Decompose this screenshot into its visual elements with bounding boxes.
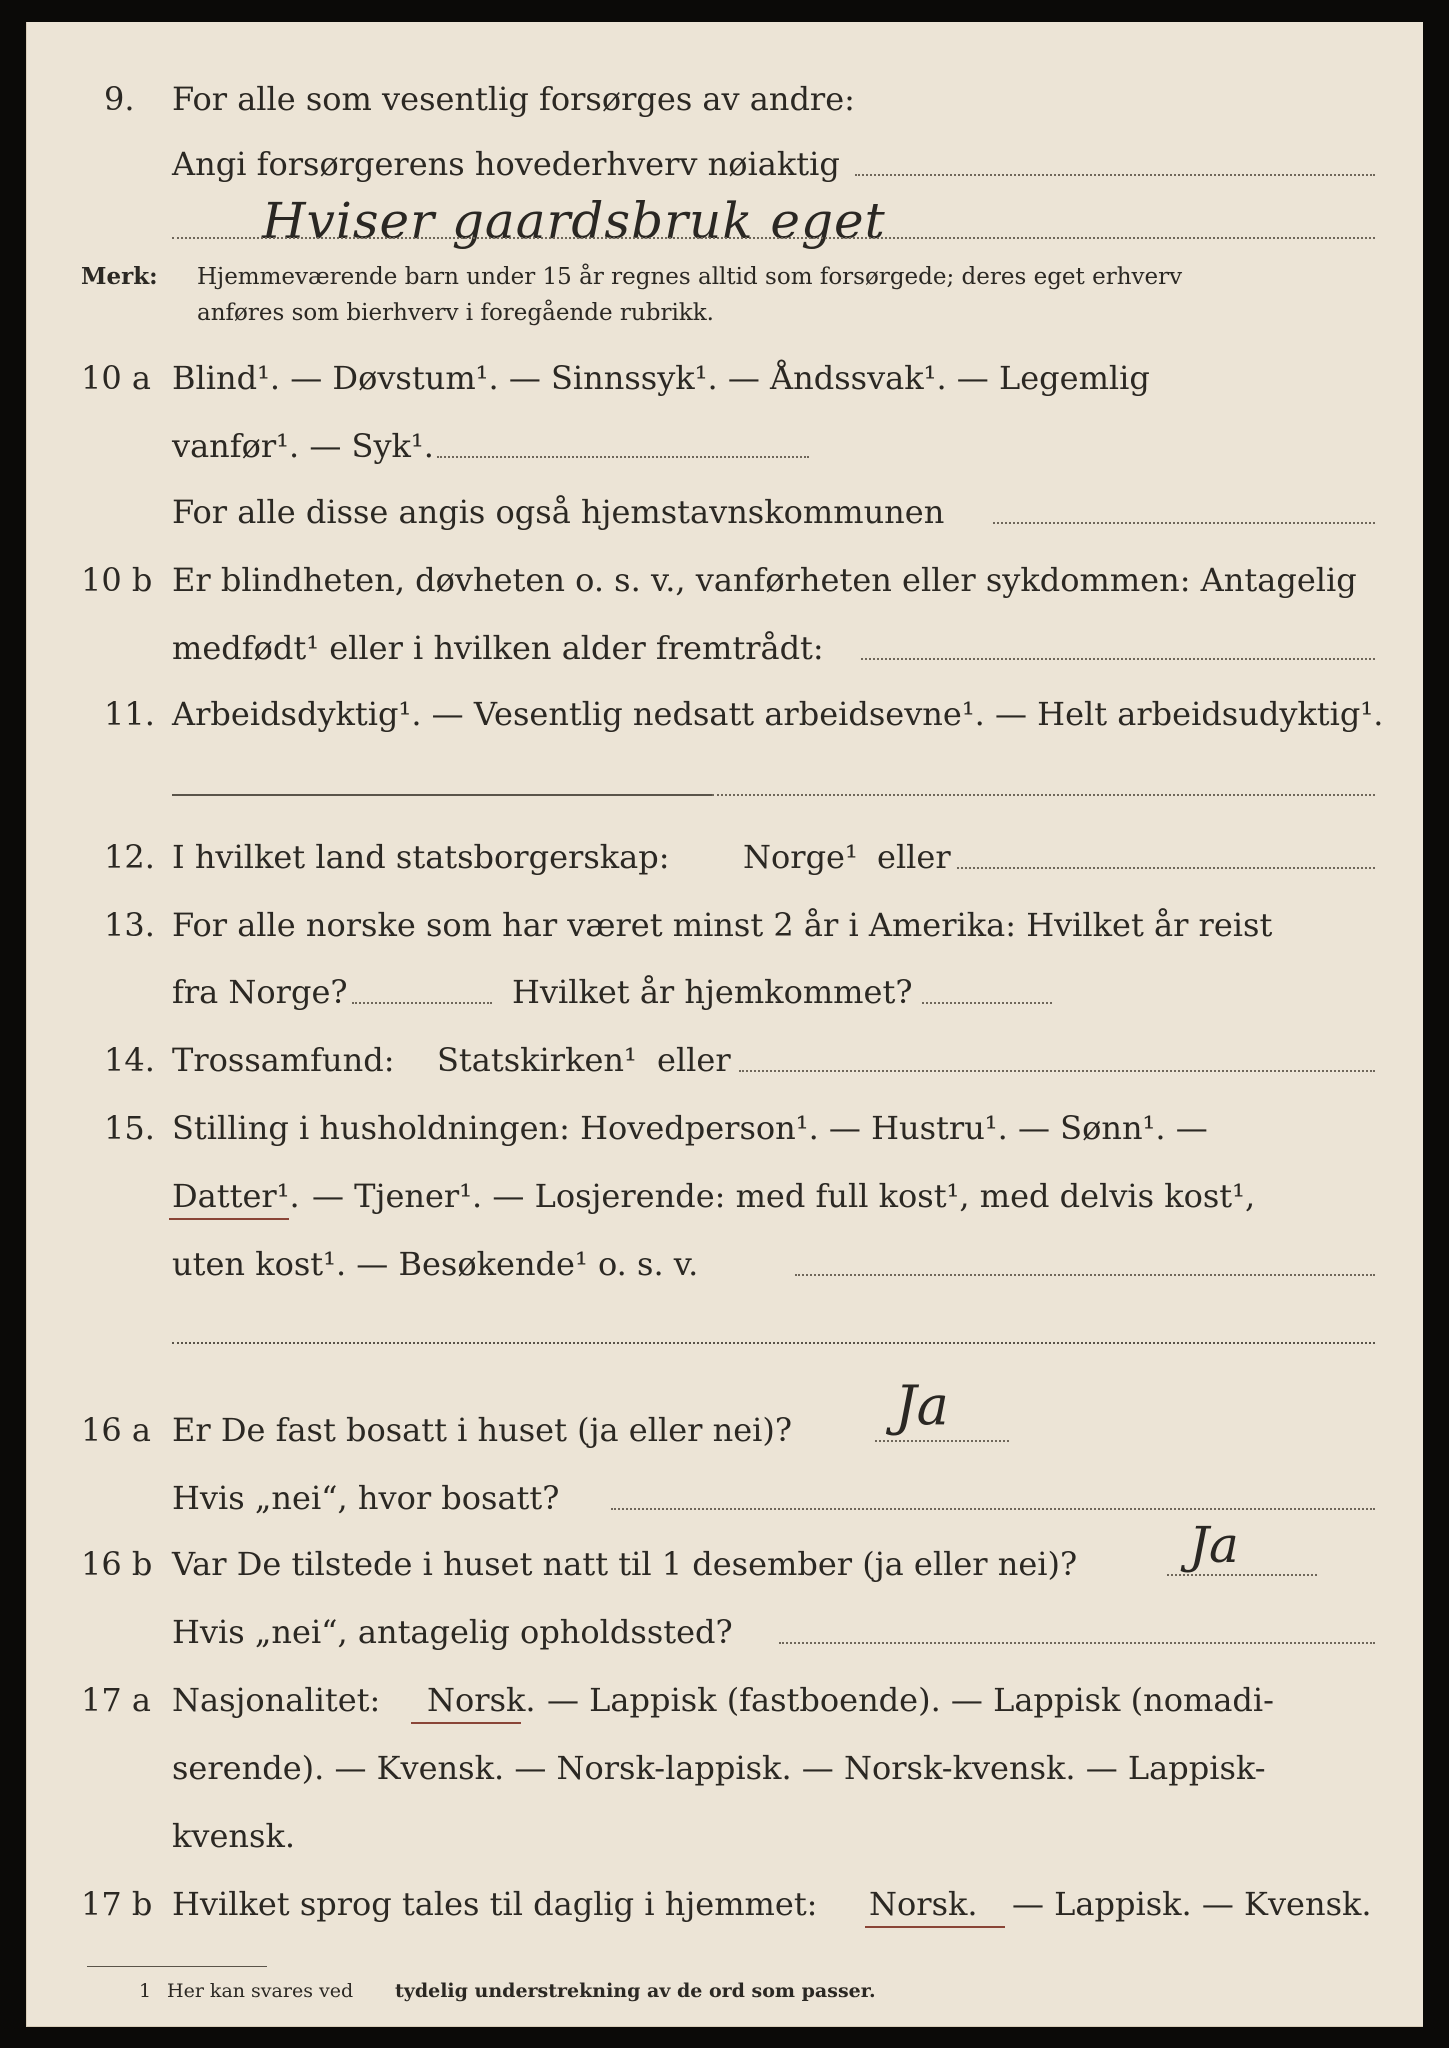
q14-number: 14. — [104, 1041, 155, 1079]
q9-dotted-line — [855, 174, 1375, 176]
q12-dotted-line — [957, 867, 1375, 869]
q15-datter-underline — [169, 1218, 289, 1220]
q16b-line1: Var De tilstede i huset natt til 1 desember (ja eller nei)? — [172, 1545, 1078, 1583]
q16a-line2: Hvis „nei“, hvor bosatt? — [172, 1479, 560, 1517]
q9-answer-line — [172, 237, 1375, 239]
q16b-line2: Hvis „nei“, antagelig opholdssted? — [172, 1613, 733, 1651]
q16b-number: 16 b — [81, 1545, 153, 1583]
merk-line1: Hjemmeværende barn under 15 år regnes alltid som forsørgede; deres eget erhverv — [197, 264, 1183, 290]
census-form-page — [26, 22, 1423, 2027]
separator-rule — [172, 794, 712, 796]
q17a-line3: kvensk. — [172, 1817, 295, 1855]
q9-handwritten-answer: Hviser gaardsbruk eget — [262, 192, 886, 250]
q13-year-left-line — [352, 1002, 492, 1004]
q17a-line1a: Nasjonalitet: — [172, 1681, 381, 1719]
footnote-rule — [87, 1966, 267, 1967]
q12-prefix: I hvilket land statsborgerskap: — [172, 838, 670, 876]
q16b-dotted-line — [1167, 1574, 1317, 1576]
q10a-home-municipality-line — [993, 522, 1375, 524]
q17b-line1c: — Lappisk. — Kvensk. — [1012, 1885, 1372, 1923]
q13-year-returned-line — [922, 1002, 1052, 1004]
q17b-norsk-underline — [865, 1926, 1005, 1928]
q15-option-datter: Datter¹. — [172, 1177, 300, 1215]
q10a-number: 10 a — [81, 359, 151, 397]
footnote-text-a: Her kan svares ved — [167, 1980, 354, 2002]
q10a-line1: Blind¹. — Døvstum¹. — Sinnssyk¹. — Åndssvak¹. — Legemlig — [172, 359, 1150, 397]
q13-line2a: fra Norge? — [172, 973, 348, 1011]
q10a-line3: For alle disse angis også hjemstavnskommunen — [172, 493, 945, 531]
merk-line2: anføres som bierhverv i foregående rubrikk. — [197, 300, 714, 326]
q9-line1: For alle som vesentlig forsørges av andre: — [172, 80, 855, 118]
q10b-number: 10 b — [81, 561, 153, 599]
q11-number: 11. — [104, 695, 155, 733]
q14-dotted-line — [739, 1070, 1375, 1072]
q17b-number: 17 b — [81, 1885, 153, 1923]
q10a-dotted-line — [437, 456, 809, 458]
q16a-residence-line — [611, 1508, 1375, 1510]
q17b-option-norsk: Norsk. — [869, 1885, 978, 1923]
q17a-norsk-underline — [411, 1722, 521, 1724]
q16b-whereabouts-line — [779, 1642, 1375, 1644]
q14-suffix: eller — [657, 1041, 731, 1079]
q9-number: 9. — [104, 80, 135, 118]
merk-label: Merk: — [81, 263, 158, 290]
q16a-dotted-line — [875, 1440, 1009, 1442]
q15-separator — [172, 1342, 1375, 1344]
q12-suffix: eller — [877, 838, 951, 876]
q17a-option-norsk: Norsk. — [427, 1681, 536, 1719]
q15-line1: Stilling i husholdningen: Hovedperson¹. — Hustru¹. — Sønn¹. — — [172, 1109, 1208, 1147]
q10b-line2: medfødt¹ eller i hvilken alder fremtrådt: — [172, 629, 824, 667]
q15-number: 15. — [104, 1109, 155, 1147]
q15-line2b: — Tjener¹. — Losjerende: med full kost¹, med delvis kost¹, — [312, 1177, 1256, 1215]
q17a-number: 17 a — [81, 1681, 151, 1719]
q13-line2b: Hvilket år hjemkommet? — [512, 973, 913, 1011]
q10b-line1: Er blindheten, døvheten o. s. v., vanførheten eller sykdommen: Antagelig — [172, 561, 1357, 599]
q14-option-statskirken: Statskirken¹ — [437, 1041, 637, 1079]
q16a-line1: Er De fast bosatt i huset (ja eller nei)? — [172, 1411, 793, 1449]
q10a-line2: vanfør¹. — Syk¹. — [172, 427, 434, 465]
q14-prefix: Trossamfund: — [172, 1041, 395, 1079]
q17b-line1a: Hvilket sprog tales til daglig i hjemmet: — [172, 1885, 818, 1923]
q13-line1: For alle norske som har været minst 2 år i Amerika: Hvilket år reist — [172, 906, 1273, 944]
q9-line2: Angi forsørgerens hovederhverv nøiaktig — [172, 145, 840, 183]
q16a-handwritten-answer: Ja — [895, 1374, 949, 1437]
q17a-line2: serende). — Kvensk. — Norsk-lappisk. — Norsk-kvensk. — Lappisk- — [172, 1749, 1266, 1787]
separator-dotted — [712, 794, 1375, 796]
q12-number: 12. — [104, 838, 155, 876]
q15-line3: uten kost¹. — Besøkende¹ o. s. v. — [172, 1245, 699, 1283]
q16b-handwritten-answer: Ja — [1189, 1516, 1239, 1574]
q12-option-norge: Norge¹ — [743, 838, 858, 876]
q16a-number: 16 a — [81, 1411, 151, 1449]
q10b-dotted-line — [861, 658, 1375, 660]
q11-line1: Arbeidsdyktig¹. — Vesentlig nedsatt arbeidsevne¹. — Helt arbeidsudyktig¹. — [172, 695, 1384, 733]
q13-number: 13. — [104, 906, 155, 944]
footnote-text-b: tydelig understrekning av de ord som passer. — [395, 1980, 876, 2002]
footnote-mark: 1 — [139, 1980, 152, 2002]
q17a-line1c: — Lappisk (fastboende). — Lappisk (nomadi- — [547, 1681, 1274, 1719]
q15-dotted-line — [795, 1274, 1375, 1276]
